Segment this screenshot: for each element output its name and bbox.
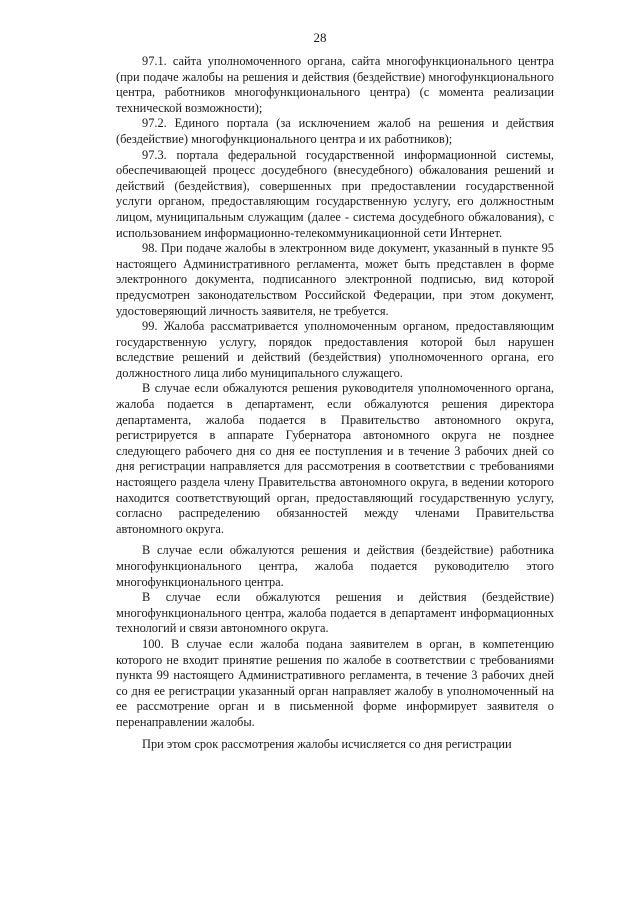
paragraph-100: 100. В случае если жалоба подана заявителем в орган, в компетенцию которого не входит принятие решения по жалобе в соответствии с требованиями пункта 99 настоящего Административного регламента, в течение 3 рабочих дней со дня ее регистрации указанный орган направляет жалобу в уполномоченный на ее рассмотрение орган и в письменной форме информирует заявителя о перенаправлении жалобы. <box>116 636 554 729</box>
paragraph-99-mfc: В случае если обжалуются решения и действия (бездействие) многофункционального центра, жалоба подается в департамент информационных технологий и связи автономного округа. <box>116 590 554 636</box>
paragraph-97-1: 97.1. сайта уполномоченного органа, сайта многофункционального центра (при подаче жалобы на решения и действия (бездействие) многофункционального центра, работников многофункционального центра) (с момента реализации технической возможности); <box>116 54 554 115</box>
paragraph-99-director: В случае если обжалуются решения руководителя уполномоченного органа, жалоба подается в департамент, если обжалуются решения директора департамента, жалоба подается в Правительство автономного округа, регистрируется в аппарате Губернатора автономного округа не позднее следующего рабочего дня со дня ее поступления и в течение 3 рабочих дней со дня регистрации направляется для рассмотрения в соответствии с требованиями настоящего раздела члену Правительства автономного округа, в ведении которого находится соответствующий орган, предоставляющий государственную услугу, согласно распределению обязанностей между членами Правительства автономного округа. <box>116 381 554 536</box>
paragraph-100-term: При этом срок рассмотрения жалобы исчисляется со дня регистрации <box>142 736 512 751</box>
paragraph-99: 99. Жалоба рассматривается уполномоченным органом, предоставляющим государственную услугу, порядок предоставления которой был нарушен вследствие решений и действий (бездействия) уполномоченного органа, его должностного лица либо муниципального служащего. <box>116 319 554 380</box>
paragraph-97-2: 97.2. Единого портала (за исключением жалоб на решения и действия (бездействие) многофункционального центра и их работников); <box>116 116 554 146</box>
paragraph-99-mfc-worker: В случае если обжалуются решения и действия (бездействие) работника многофункционального центра, жалоба подается руководителю этого многофункционального центра. <box>116 543 554 589</box>
page-number: 28 <box>313 30 327 45</box>
document-body <box>116 54 554 752</box>
paragraph-97-3: 97.3. портала федеральной государственной информационной системы, обеспечивающей процесс досудебного (внесудебного) обжалования решений и действий (бездействия), совершенных при предоставлении государственной услуги органом, предоставляющим государственную услугу, его должностным лицом, муниципальным служащим (далее - система досудебного обжалования), с использованием информационно-телекоммуникационной сети Интернет. <box>116 147 554 240</box>
paragraph-98: 98. При подаче жалобы в электронном виде документ, указанный в пункте 95 настоящего Административного регламента, может быть представлен в форме электронного документа, подписанного электронной подписью, вид которой предусмотрен законодательством Российской Федерации, при этом документ, удостоверяющий личность заявителя, не требуется. <box>116 241 554 318</box>
